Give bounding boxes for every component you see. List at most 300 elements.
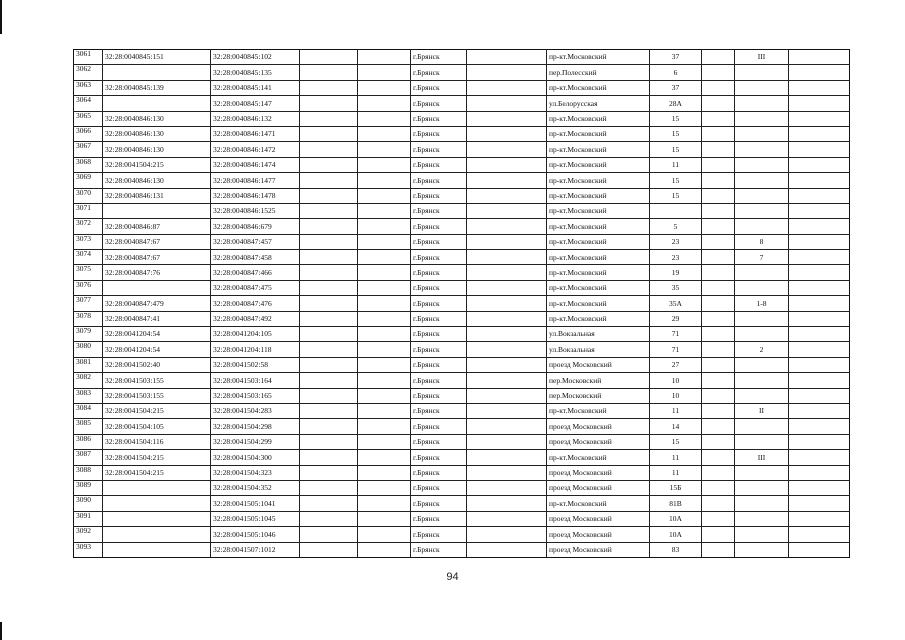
- city-cell: г.Брянск: [411, 480, 467, 495]
- blank-cell: [300, 373, 358, 388]
- table-row: [74, 250, 850, 265]
- premises-cell: [735, 480, 789, 495]
- blank-cell: [467, 203, 547, 218]
- table-row: [74, 188, 850, 203]
- row-number: 3085: [74, 419, 103, 434]
- premises-cell: [735, 419, 789, 434]
- row-number: 3087: [74, 450, 103, 465]
- blank-cell: [300, 434, 358, 449]
- house-number-cell: 71: [650, 327, 702, 342]
- blank-cell: [702, 342, 735, 357]
- parcel-cadastral-number: 32:28:0041504:105: [103, 419, 211, 434]
- house-number-cell: 15: [650, 126, 702, 141]
- blank-cell: [300, 250, 358, 265]
- row-number: 3065: [74, 111, 103, 126]
- parcel-cadastral-number: [103, 542, 211, 557]
- blank-cell: [789, 142, 850, 157]
- building-cadastral-number: 32:28:0040846:679: [211, 219, 300, 234]
- city-cell: г.Брянск: [411, 126, 467, 141]
- table-row: [74, 296, 850, 311]
- parcel-cadastral-number: 32:28:0040846:130: [103, 126, 211, 141]
- table-row: [74, 157, 850, 172]
- building-cadastral-number: 32:28:0041505:1046: [211, 527, 300, 542]
- street-cell: пр-кт.Московский: [547, 173, 650, 188]
- house-number-cell: 23: [650, 250, 702, 265]
- premises-cell: [735, 373, 789, 388]
- premises-cell: [735, 219, 789, 234]
- parcel-cadastral-number: 32:28:0040846:130: [103, 142, 211, 157]
- building-cadastral-number: 32:28:0040846:1478: [211, 188, 300, 203]
- row-number: 3063: [74, 80, 103, 95]
- blank-cell: [358, 373, 411, 388]
- table-row: [74, 357, 850, 372]
- building-cadastral-number: 32:28:0041504:323: [211, 465, 300, 480]
- street-cell: пр-кт.Московский: [547, 80, 650, 95]
- city-cell: г.Брянск: [411, 173, 467, 188]
- city-cell: г.Брянск: [411, 511, 467, 526]
- blank-cell: [358, 250, 411, 265]
- row-number: 3083: [74, 388, 103, 403]
- table-row: [74, 173, 850, 188]
- house-number-cell: 83: [650, 542, 702, 557]
- blank-cell: [789, 96, 850, 111]
- building-cadastral-number: 32:28:0040846:1477: [211, 173, 300, 188]
- street-cell: пр-кт.Московский: [547, 250, 650, 265]
- city-cell: г.Брянск: [411, 80, 467, 95]
- parcel-cadastral-number: [103, 203, 211, 218]
- premises-cell: [735, 311, 789, 326]
- premises-cell: [735, 280, 789, 295]
- page-number: 94: [446, 571, 459, 583]
- blank-cell: [702, 388, 735, 403]
- blank-cell: [789, 342, 850, 357]
- parcel-cadastral-number: 32:28:0040847:479: [103, 296, 211, 311]
- blank-cell: [467, 434, 547, 449]
- premises-cell: 2: [735, 342, 789, 357]
- parcel-cadastral-number: 32:28:0040847:41: [103, 311, 211, 326]
- blank-cell: [358, 280, 411, 295]
- blank-cell: [789, 373, 850, 388]
- row-number: 3089: [74, 480, 103, 495]
- blank-cell: [467, 65, 547, 80]
- street-cell: пр-кт.Московский: [547, 157, 650, 172]
- building-cadastral-number: 32:28:0040846:1471: [211, 126, 300, 141]
- blank-cell: [702, 188, 735, 203]
- blank-cell: [358, 480, 411, 495]
- row-number: 3075: [74, 265, 103, 280]
- city-cell: г.Брянск: [411, 450, 467, 465]
- blank-cell: [358, 234, 411, 249]
- street-cell: пер.Московский: [547, 373, 650, 388]
- premises-cell: [735, 465, 789, 480]
- scan-edge-mark-bottom: [0, 622, 2, 640]
- blank-cell: [467, 157, 547, 172]
- blank-cell: [702, 142, 735, 157]
- blank-cell: [358, 142, 411, 157]
- blank-cell: [467, 219, 547, 234]
- city-cell: г.Брянск: [411, 527, 467, 542]
- blank-cell: [702, 357, 735, 372]
- premises-cell: [735, 111, 789, 126]
- house-number-cell: 10: [650, 373, 702, 388]
- premises-cell: [735, 527, 789, 542]
- blank-cell: [702, 250, 735, 265]
- table-row: [74, 465, 850, 480]
- blank-cell: [358, 111, 411, 126]
- building-cadastral-number: 32:28:0040845:147: [211, 96, 300, 111]
- parcel-cadastral-number: 32:28:0041204:54: [103, 327, 211, 342]
- parcel-cadastral-number: 32:28:0041204:54: [103, 342, 211, 357]
- blank-cell: [300, 296, 358, 311]
- blank-cell: [358, 50, 411, 65]
- parcel-cadastral-number: 32:28:0040845:139: [103, 80, 211, 95]
- street-cell: пр-кт.Московский: [547, 126, 650, 141]
- blank-cell: [300, 480, 358, 495]
- house-number-cell: 15: [650, 434, 702, 449]
- blank-cell: [702, 203, 735, 218]
- blank-cell: [467, 388, 547, 403]
- blank-cell: [789, 157, 850, 172]
- blank-cell: [702, 480, 735, 495]
- street-cell: пр-кт.Московский: [547, 50, 650, 65]
- blank-cell: [467, 250, 547, 265]
- blank-cell: [358, 327, 411, 342]
- table-row: [74, 496, 850, 511]
- blank-cell: [358, 96, 411, 111]
- street-cell: проезд Московский: [547, 511, 650, 526]
- house-number-cell: 81В: [650, 496, 702, 511]
- table-row: [74, 542, 850, 557]
- house-number-cell: 11: [650, 157, 702, 172]
- blank-cell: [789, 496, 850, 511]
- city-cell: г.Брянск: [411, 250, 467, 265]
- blank-cell: [300, 388, 358, 403]
- city-cell: г.Брянск: [411, 50, 467, 65]
- city-cell: г.Брянск: [411, 65, 467, 80]
- blank-cell: [467, 342, 547, 357]
- blank-cell: [358, 173, 411, 188]
- street-cell: пр-кт.Московский: [547, 311, 650, 326]
- premises-cell: [735, 188, 789, 203]
- city-cell: г.Брянск: [411, 219, 467, 234]
- table-row: [74, 219, 850, 234]
- building-cadastral-number: 32:28:0041504:352: [211, 480, 300, 495]
- street-cell: проезд Московский: [547, 357, 650, 372]
- row-number: 3079: [74, 327, 103, 342]
- blank-cell: [789, 511, 850, 526]
- blank-cell: [789, 250, 850, 265]
- premises-cell: [735, 265, 789, 280]
- building-cadastral-number: 32:28:0041505:1041: [211, 496, 300, 511]
- row-number: 3082: [74, 373, 103, 388]
- table-row: [74, 419, 850, 434]
- blank-cell: [789, 50, 850, 65]
- blank-cell: [702, 111, 735, 126]
- table-row: [74, 111, 850, 126]
- building-cadastral-number: 32:28:0040847:466: [211, 265, 300, 280]
- parcel-cadastral-number: 32:28:0041504:116: [103, 434, 211, 449]
- building-cadastral-number: 32:28:0040845:135: [211, 65, 300, 80]
- blank-cell: [467, 50, 547, 65]
- blank-cell: [702, 419, 735, 434]
- house-number-cell: 71: [650, 342, 702, 357]
- blank-cell: [358, 311, 411, 326]
- blank-cell: [358, 527, 411, 542]
- building-cadastral-number: 32:28:0041504:299: [211, 434, 300, 449]
- city-cell: г.Брянск: [411, 203, 467, 218]
- row-number: 3080: [74, 342, 103, 357]
- house-number-cell: 35: [650, 280, 702, 295]
- building-cadastral-number: 32:28:0041503:165: [211, 388, 300, 403]
- blank-cell: [702, 327, 735, 342]
- blank-cell: [467, 234, 547, 249]
- table-row: [74, 342, 850, 357]
- blank-cell: [358, 342, 411, 357]
- table-row: [74, 450, 850, 465]
- blank-cell: [789, 126, 850, 141]
- blank-cell: [467, 357, 547, 372]
- blank-cell: [467, 527, 547, 542]
- blank-cell: [702, 65, 735, 80]
- city-cell: г.Брянск: [411, 142, 467, 157]
- parcel-cadastral-number: 32:28:0040847:76: [103, 265, 211, 280]
- parcel-cadastral-number: [103, 496, 211, 511]
- street-cell: пр-кт.Московский: [547, 111, 650, 126]
- table-row: [74, 373, 850, 388]
- street-cell: пр-кт.Московский: [547, 219, 650, 234]
- blank-cell: [467, 480, 547, 495]
- table-row: [74, 203, 850, 218]
- blank-cell: [702, 157, 735, 172]
- premises-cell: 1-8: [735, 296, 789, 311]
- blank-cell: [702, 465, 735, 480]
- row-number: 3081: [74, 357, 103, 372]
- building-cadastral-number: 32:28:0041502:58: [211, 357, 300, 372]
- blank-cell: [467, 327, 547, 342]
- row-number: 3093: [74, 542, 103, 557]
- blank-cell: [300, 542, 358, 557]
- house-number-cell: 37: [650, 50, 702, 65]
- building-cadastral-number: 32:28:0040846:1525: [211, 203, 300, 218]
- house-number-cell: 23: [650, 234, 702, 249]
- blank-cell: [358, 511, 411, 526]
- parcel-cadastral-number: 32:28:0041504:215: [103, 450, 211, 465]
- house-number-cell: 6: [650, 65, 702, 80]
- property-register-table: [73, 49, 850, 558]
- blank-cell: [358, 157, 411, 172]
- building-cadastral-number: 32:28:0040847:458: [211, 250, 300, 265]
- table-row: [74, 327, 850, 342]
- blank-cell: [467, 465, 547, 480]
- house-number-cell: 10: [650, 388, 702, 403]
- row-number: 3091: [74, 511, 103, 526]
- city-cell: г.Брянск: [411, 496, 467, 511]
- table-row: [74, 311, 850, 326]
- blank-cell: [358, 403, 411, 418]
- table-row: [74, 480, 850, 495]
- blank-cell: [300, 126, 358, 141]
- blank-cell: [467, 280, 547, 295]
- premises-cell: [735, 157, 789, 172]
- street-cell: ул.Вокзальная: [547, 342, 650, 357]
- street-cell: проезд Московский: [547, 542, 650, 557]
- premises-cell: [735, 65, 789, 80]
- row-number: 3078: [74, 311, 103, 326]
- street-cell: пр-кт.Московский: [547, 496, 650, 511]
- building-cadastral-number: 32:28:0040846:1474: [211, 157, 300, 172]
- house-number-cell: 29: [650, 311, 702, 326]
- blank-cell: [789, 450, 850, 465]
- premises-cell: [735, 126, 789, 141]
- blank-cell: [789, 434, 850, 449]
- row-number: 3086: [74, 434, 103, 449]
- blank-cell: [358, 265, 411, 280]
- parcel-cadastral-number: 32:28:0040847:67: [103, 234, 211, 249]
- building-cadastral-number: 32:28:0041504:298: [211, 419, 300, 434]
- parcel-cadastral-number: 32:28:0041503:155: [103, 373, 211, 388]
- city-cell: г.Брянск: [411, 96, 467, 111]
- row-number: 3071: [74, 203, 103, 218]
- blank-cell: [467, 419, 547, 434]
- blank-cell: [789, 65, 850, 80]
- parcel-cadastral-number: 32:28:0041503:155: [103, 388, 211, 403]
- building-cadastral-number: 32:28:0040847:457: [211, 234, 300, 249]
- building-cadastral-number: 32:28:0040845:102: [211, 50, 300, 65]
- building-cadastral-number: 32:28:0040846:1472: [211, 142, 300, 157]
- table-row: [74, 511, 850, 526]
- blank-cell: [467, 80, 547, 95]
- street-cell: проезд Московский: [547, 434, 650, 449]
- street-cell: пр-кт.Московский: [547, 188, 650, 203]
- blank-cell: [358, 126, 411, 141]
- blank-cell: [300, 173, 358, 188]
- blank-cell: [358, 388, 411, 403]
- blank-cell: [789, 280, 850, 295]
- parcel-cadastral-number: 32:28:0040845:151: [103, 50, 211, 65]
- parcel-cadastral-number: [103, 511, 211, 526]
- parcel-cadastral-number: 32:28:0040846:130: [103, 173, 211, 188]
- table-row: [74, 50, 850, 65]
- blank-cell: [702, 126, 735, 141]
- blank-cell: [467, 96, 547, 111]
- street-cell: пер.Московский: [547, 388, 650, 403]
- blank-cell: [789, 542, 850, 557]
- row-number: 3073: [74, 234, 103, 249]
- building-cadastral-number: 32:28:0041505:1045: [211, 511, 300, 526]
- row-number: 3064: [74, 96, 103, 111]
- city-cell: г.Брянск: [411, 157, 467, 172]
- parcel-cadastral-number: 32:28:0040846:131: [103, 188, 211, 203]
- house-number-cell: 27: [650, 357, 702, 372]
- parcel-cadastral-number: [103, 96, 211, 111]
- blank-cell: [702, 280, 735, 295]
- blank-cell: [702, 234, 735, 249]
- street-cell: пр-кт.Московский: [547, 234, 650, 249]
- blank-cell: [358, 419, 411, 434]
- house-number-cell: 5: [650, 219, 702, 234]
- blank-cell: [300, 65, 358, 80]
- blank-cell: [702, 450, 735, 465]
- street-cell: пр-кт.Московский: [547, 403, 650, 418]
- blank-cell: [789, 465, 850, 480]
- premises-cell: [735, 388, 789, 403]
- blank-cell: [300, 188, 358, 203]
- blank-cell: [467, 542, 547, 557]
- blank-cell: [467, 111, 547, 126]
- premises-cell: [735, 511, 789, 526]
- blank-cell: [702, 403, 735, 418]
- city-cell: г.Брянск: [411, 465, 467, 480]
- parcel-cadastral-number: 32:28:0041502:40: [103, 357, 211, 372]
- city-cell: г.Брянск: [411, 311, 467, 326]
- blank-cell: [702, 527, 735, 542]
- row-number: 3084: [74, 403, 103, 418]
- blank-cell: [300, 342, 358, 357]
- house-number-cell: [650, 203, 702, 218]
- house-number-cell: 15Б: [650, 480, 702, 495]
- city-cell: г.Брянск: [411, 111, 467, 126]
- building-cadastral-number: 32:28:0041204:118: [211, 342, 300, 357]
- blank-cell: [789, 311, 850, 326]
- parcel-cadastral-number: 32:28:0041504:215: [103, 403, 211, 418]
- blank-cell: [467, 511, 547, 526]
- blank-cell: [358, 80, 411, 95]
- blank-cell: [358, 465, 411, 480]
- blank-cell: [789, 327, 850, 342]
- table-row: [74, 234, 850, 249]
- blank-cell: [467, 496, 547, 511]
- building-cadastral-number: 32:28:0041503:164: [211, 373, 300, 388]
- parcel-cadastral-number: 32:28:0040846:130: [103, 111, 211, 126]
- premises-cell: [735, 96, 789, 111]
- premises-cell: [735, 327, 789, 342]
- blank-cell: [702, 50, 735, 65]
- blank-cell: [467, 403, 547, 418]
- blank-cell: [789, 234, 850, 249]
- premises-cell: [735, 80, 789, 95]
- house-number-cell: 15: [650, 142, 702, 157]
- blank-cell: [702, 296, 735, 311]
- city-cell: г.Брянск: [411, 403, 467, 418]
- blank-cell: [300, 527, 358, 542]
- street-cell: пер.Полесский: [547, 65, 650, 80]
- row-number: 3077: [74, 296, 103, 311]
- city-cell: г.Брянск: [411, 296, 467, 311]
- table-row: [74, 403, 850, 418]
- premises-cell: III: [735, 450, 789, 465]
- scan-edge-mark-top: [0, 0, 2, 34]
- blank-cell: [300, 311, 358, 326]
- row-number: 3072: [74, 219, 103, 234]
- blank-cell: [789, 188, 850, 203]
- city-cell: г.Брянск: [411, 357, 467, 372]
- blank-cell: [789, 296, 850, 311]
- city-cell: г.Брянск: [411, 188, 467, 203]
- city-cell: г.Брянск: [411, 388, 467, 403]
- blank-cell: [702, 496, 735, 511]
- blank-cell: [789, 219, 850, 234]
- blank-cell: [702, 265, 735, 280]
- street-cell: проезд Московский: [547, 419, 650, 434]
- blank-cell: [358, 188, 411, 203]
- row-number: 3062: [74, 65, 103, 80]
- city-cell: г.Брянск: [411, 265, 467, 280]
- blank-cell: [358, 65, 411, 80]
- blank-cell: [358, 357, 411, 372]
- blank-cell: [300, 234, 358, 249]
- house-number-cell: 35А: [650, 296, 702, 311]
- house-number-cell: 11: [650, 450, 702, 465]
